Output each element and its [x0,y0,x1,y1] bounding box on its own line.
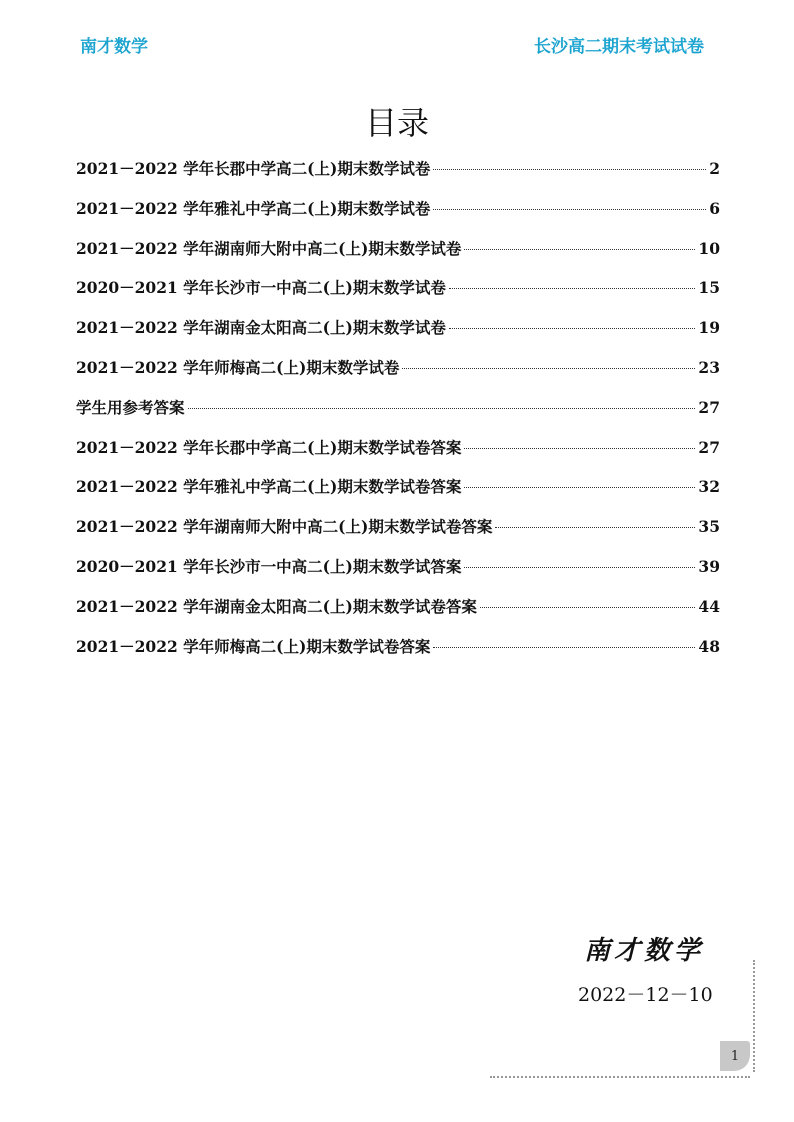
toc-entry[interactable] [76,555,720,595]
toc-entry[interactable] [76,197,720,237]
toc-entry-page: 27 [698,397,720,417]
toc-entry-page: 15 [698,278,720,298]
toc-leader-dots [402,368,695,369]
toc-entry[interactable] [76,157,720,197]
toc-entry-page: 6 [709,198,720,218]
toc-entry[interactable] [76,276,720,316]
toc-entry[interactable] [76,237,720,277]
toc-entry[interactable] [76,635,720,675]
toc-leader-dots [464,448,695,449]
toc-entry-page: 35 [698,517,720,537]
toc-entry-label: 2020－2021 学年长沙市一中高二(上)期末数学试答案 [76,556,462,576]
toc-entry-page: 2 [709,159,720,178]
toc-entry[interactable] [76,475,720,515]
toc-leader-dots [495,527,695,528]
header-document-title: 长沙高二期末考试试卷 [534,37,704,57]
toc-entry-page: 48 [698,636,720,656]
toc-entry[interactable] [76,515,720,555]
toc-leader-dots [433,169,706,170]
toc-entry-label: 2021－2022 学年长郡中学高二(上)期末数学试卷答案 [76,437,462,457]
toc-entry-label: 2021－2022 学年师梅高二(上)期末数学试卷 [76,357,400,377]
toc-entry-page: 32 [698,477,720,497]
toc-entry-page: 39 [698,556,720,576]
page-title: 目录 [364,104,429,142]
table-of-contents [76,157,720,674]
toc-leader-dots [433,647,695,648]
toc-entry-label: 2021－2022 学年雅礼中学高二(上)期末数学试卷 [76,198,431,218]
author-signature: 南才数学 [584,936,705,966]
document-date: 2022－12－10 [578,984,713,1006]
toc-entry-label: 2020－2021 学年长沙市一中高二(上)期末数学试卷 [76,278,446,298]
toc-leader-dots [464,249,695,250]
toc-entry[interactable] [76,436,720,476]
toc-entry-page: 23 [698,357,720,377]
toc-entry-label: 2021－2022 学年长郡中学高二(上)期末数学试卷 [76,159,431,178]
page-number-badge: 1 [720,1041,750,1071]
toc-leader-dots [480,607,696,608]
toc-entry-label: 2021－2022 学年湖南金太阳高二(上)期末数学试卷答案 [76,596,477,616]
toc-leader-dots [433,209,706,210]
toc-entry-label: 2021－2022 学年雅礼中学高二(上)期末数学试卷答案 [76,477,462,497]
page-curl-bottom-edge [490,1074,750,1078]
toc-entry-page: 44 [698,596,720,616]
toc-entry-label: 2021－2022 学年湖南师大附中高二(上)期末数学试卷 [76,238,462,258]
toc-entry[interactable] [76,595,720,635]
header-brand: 南才数学 [80,37,148,57]
toc-leader-dots [449,288,696,289]
toc-entry-page: 10 [698,238,720,258]
toc-entry-label: 2021－2022 学年湖南师大附中高二(上)期末数学试卷答案 [76,517,493,537]
toc-leader-dots [464,567,695,568]
page-curl-edge [750,960,755,1072]
toc-entry[interactable] [76,396,720,436]
toc-leader-dots [188,408,696,409]
toc-entry-page: 19 [698,318,720,338]
toc-entry-label: 2021－2022 学年湖南金太阳高二(上)期末数学试卷 [76,318,446,338]
toc-entry[interactable] [76,356,720,396]
toc-entry[interactable] [76,316,720,356]
toc-entry-label: 学生用参考答案 [76,397,185,417]
toc-entry-label: 2021－2022 学年师梅高二(上)期末数学试卷答案 [76,636,431,656]
toc-entry-page: 27 [698,437,720,457]
toc-leader-dots [464,487,695,488]
toc-leader-dots [449,328,696,329]
